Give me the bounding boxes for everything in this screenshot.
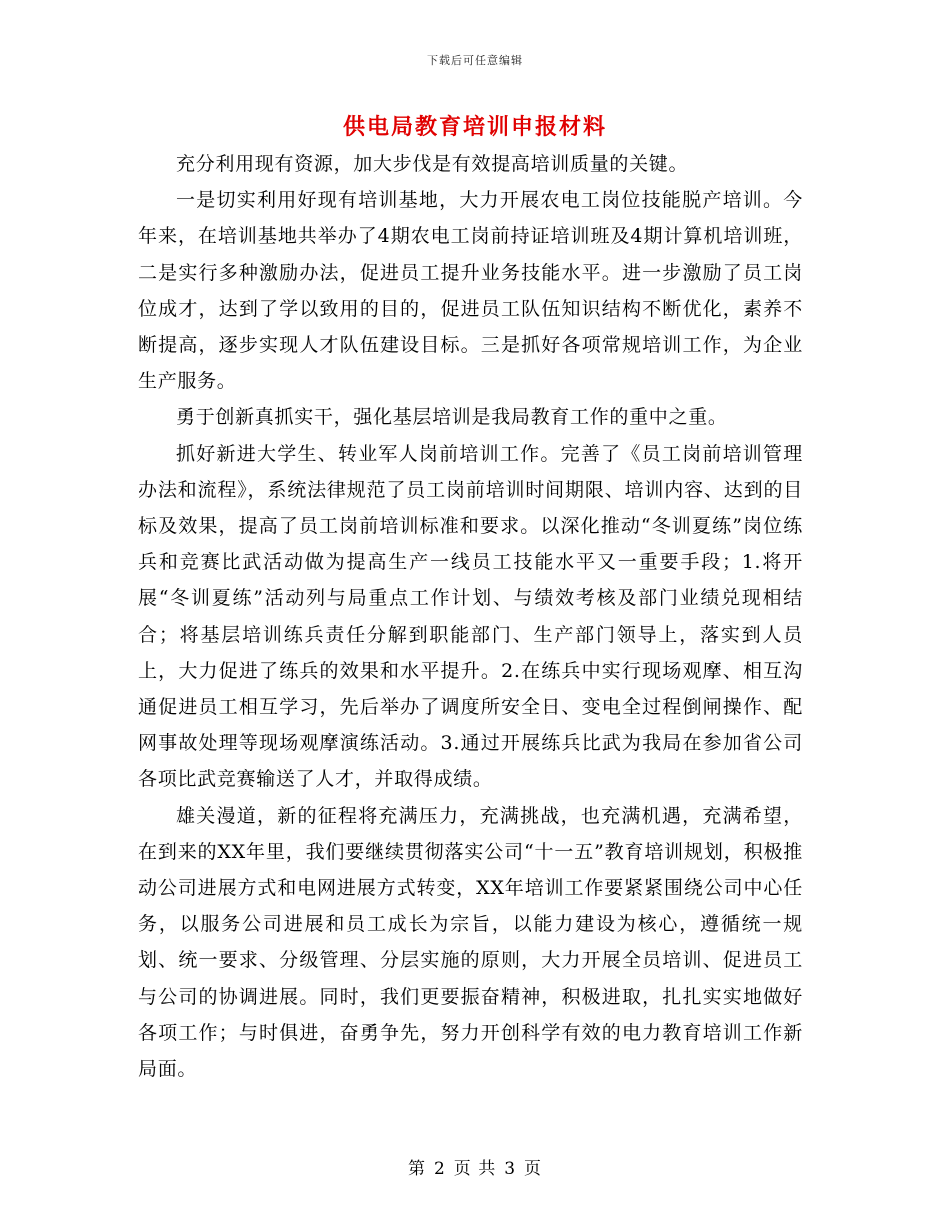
footer-suffix: 页 [524, 1159, 543, 1179]
paragraph: 勇于创新真抓实干，强化基层培训是我局教育工作的重中之重。 [176, 406, 728, 429]
footer-total-pages: 3 [504, 1159, 517, 1179]
footer-prefix: 第 [407, 1159, 426, 1179]
paragraph: 一是切实利用好现有培训基地，大力开展农电工岗位技能脱产培训。今年来，在培训基地共举办了4期农电工岗前持证培训班及4期计算机培训班，二是实行多种激励办法，促进员工提升业务技能水平。进一步激励了员工岗位成才，达到了学以致用的目的，促进员工队伍知识结构不断优化，素养不断提高，逐步实现人才队伍建设目标。三是抓好各项常规培训工作，为企业生产服务。 [138, 189, 803, 393]
document-body [138, 146, 803, 1087]
footer-current-page: 2 [433, 1159, 446, 1179]
document-title: 供电局教育培训申报材料 [342, 114, 607, 140]
paragraph: 抓好新进大学生、转业军人岗前培训工作。完善了《员工岗前培训管理办法和流程》，系统法律规范了员工岗前培训时间期限、培训内容、达到的目标及效果，提高了员工岗前培训标准和要求。以深化推动“冬训夏练”岗位练兵和竞赛比武活动做为提高生产一线员工技能水平又一重要手段；1.将开展“冬训夏练”活动列与局重点工作计划、与绩效考核及部门业绩兑现相结合；将基层培训练兵责任分解到职能部门、生产部门领导上，落实到人员上，大力促进了练兵的效果和水平提升。2.在练兵中实行现场观摩、相互沟通促进员工相互学习，先后举办了调度所安全日、变电全过程倒闸操作、配网事故处理等现场观摩演练活动。3.通过开展练兵比武为我局在参加省公司各项比武竞赛输送了人才，并取得成绩。 [138, 442, 803, 791]
page-number-footer [0, 1154, 950, 1179]
footer-middle: 页 共 [453, 1159, 497, 1179]
header-note: 下载后可任意编辑 [427, 54, 523, 67]
paragraph: 充分利用现有资源，加大步伐是有效提高培训质量的关键。 [176, 153, 689, 175]
paragraph: 雄关漫道，新的征程将充满压力，充满挑战，也充满机遇，充满希望，在到来的XX年里，我们要继续贯彻落实公司“十一五”教育培训规划，积极推动公司进展方式和电网进展方式转变，XX年培训工作要紧紧围绕公司中心任务，以服务公司进展和员工成长为宗旨，以能力建设为核心，遵循统一规划、统一要求、分级管理、分层实施的原则，大力开展全员培训、促进员工与公司的协调进展。同时，我们更要振奋精神，积极进取，扎扎实实地做好各项工作；与时俱进，奋勇争先，努力开创科学有效的电力教育培训工作新局面。 [138, 804, 803, 1081]
